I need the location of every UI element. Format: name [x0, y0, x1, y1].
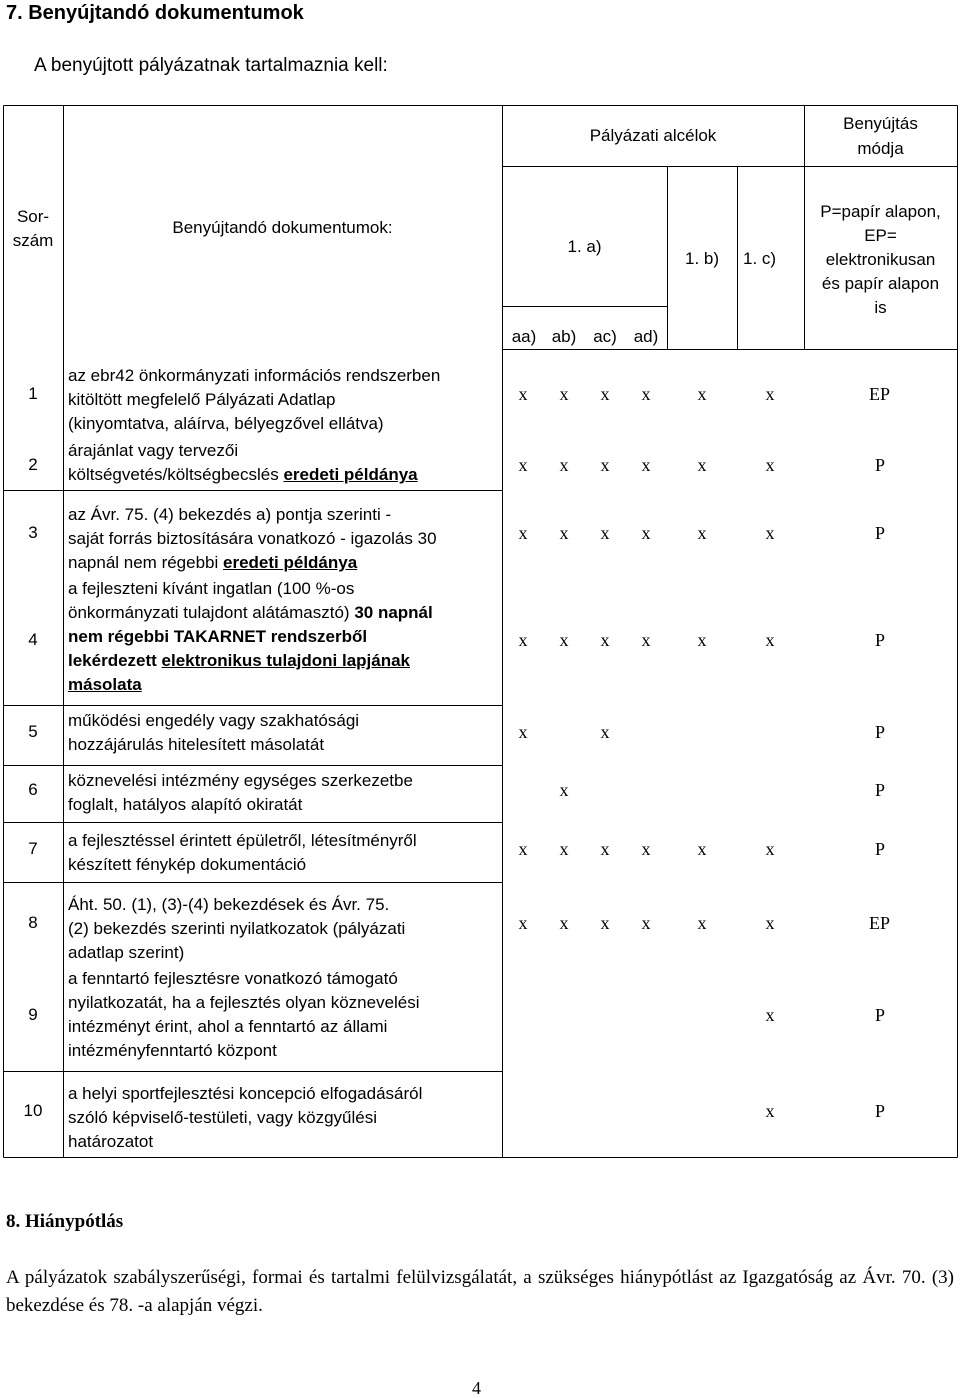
row-10-line1: a helyi sportfejlesztési koncepció elfogadásáról: [68, 1084, 423, 1103]
row-8-mark-ad: x: [641, 913, 651, 933]
row-7-line1: a fejlesztéssel érintett épületről, létesítményről: [68, 831, 417, 850]
row-9-line4: intézményfenntartó központ: [68, 1041, 277, 1060]
section-8-title: 8. Hiánypótlás: [6, 1211, 124, 1232]
row-3-number: 3: [28, 523, 38, 542]
header-sub-ad: ad): [633, 327, 659, 346]
row-3-line1: az Ávr. 75. (4) bekezdés a) pontja szerinti -: [68, 505, 392, 524]
row-9-number: 9: [28, 1005, 38, 1024]
header-col-1c: 1. c): [743, 249, 777, 268]
header-sub-ab: ab): [551, 327, 577, 346]
row-9-line1: a fenntartó fejlesztésre vonatkozó támogató: [68, 969, 398, 988]
header-col-1a: 1. a): [567, 237, 602, 256]
row-7-mark-ac: x: [600, 839, 610, 859]
header-mode-line4: és papír alapon: [821, 274, 940, 293]
row-2-mark-ac: x: [600, 455, 610, 475]
row-2-mark-ab: x: [559, 455, 569, 475]
row-2-number: 2: [28, 455, 38, 474]
row-9-line2: nyilatkozatát, ha a fejlesztés olyan köznevelési: [68, 993, 420, 1012]
row-4-line3: nem régebbi TAKARNET rendszerből: [68, 627, 368, 646]
row-6-number: 6: [28, 780, 38, 799]
row-10-number: 10: [23, 1101, 43, 1120]
row-7-mode: P: [875, 839, 886, 859]
row-4-mark-1c: x: [765, 630, 775, 650]
row-3-mark-ab: x: [559, 523, 569, 543]
header-mode-line1: P=papír alapon,: [820, 202, 941, 221]
row-4-mark-aa: x: [518, 630, 528, 650]
row-7-line2: készített fénykép dokumentáció: [68, 855, 307, 874]
header-alcelok: Pályázati alcélok: [589, 126, 717, 145]
row-8-mode: EP: [869, 913, 891, 933]
row-2-mark-ad: x: [641, 455, 651, 475]
row-1-mark-aa: x: [518, 384, 528, 404]
row-2-mark-1b: x: [697, 455, 707, 475]
row-5-mode: P: [875, 722, 886, 742]
row-4-bold-inline: 30 napnál: [354, 603, 433, 622]
header-sub-aa: aa): [511, 327, 537, 346]
page-number: 4: [472, 1378, 481, 1398]
row-2-mark-1c: x: [765, 455, 775, 475]
row-6-line2: foglalt, hatályos alapító okiratát: [68, 795, 303, 814]
row-2-emphasis: eredeti példánya: [283, 465, 418, 484]
row-6-mode: P: [875, 780, 886, 800]
row-2-line1: árajánlat vagy tervezői: [68, 441, 239, 460]
row-4-line2: önkormányzati tulajdont alátámasztó) 30 napnál: [68, 603, 433, 622]
row-1-line3: (kinyomtatva, aláírva, bélyegzővel ellátva): [68, 414, 384, 433]
row-3-mode: P: [875, 523, 886, 543]
row-7-mark-ad: x: [641, 839, 651, 859]
row-3-mark-1b: x: [697, 523, 707, 543]
row-10-line3: határozatot: [68, 1132, 154, 1151]
row-8-number: 8: [28, 913, 38, 932]
row-1-line2: kitöltött megfelelő Pályázati Adatlap: [68, 390, 336, 409]
row-5-mark-ac: x: [600, 722, 610, 742]
row-4-number: 4: [28, 630, 38, 649]
row-6-line1: köznevelési intézmény egységes szerkezetbe: [68, 771, 413, 790]
row-4-emphasis: elektronikus tulajdoni lapjának: [161, 651, 410, 670]
header-mode-line2: EP=: [864, 226, 897, 245]
row-8-mark-ac: x: [600, 913, 610, 933]
row-7-mark-aa: x: [518, 839, 528, 859]
row-4-mark-ab: x: [559, 630, 569, 650]
row-10-mark-1c: x: [765, 1101, 775, 1121]
header-sub-ac: ac): [593, 327, 617, 346]
row-4-line4: lekérdezett elektronikus tulajdoni lapjának: [68, 651, 410, 670]
row-3-emphasis: eredeti példánya: [223, 553, 358, 572]
row-9-line3: intézményt érint, ahol a fenntartó az állami: [68, 1017, 388, 1036]
header-sorszam-line2: szám: [12, 231, 54, 250]
row-1-mode: EP: [869, 384, 891, 404]
header-mode-line3: elektronikusan: [825, 250, 936, 269]
row-3-mark-1c: x: [765, 523, 775, 543]
row-5-line2: hozzájárulás hitelesített másolatát: [68, 735, 325, 754]
row-1-mark-1b: x: [697, 384, 707, 404]
row-2-mark-aa: x: [518, 455, 528, 475]
row-9-mode: P: [875, 1005, 886, 1025]
header-benyujtas-line1: Benyújtás: [843, 114, 918, 133]
row-7-mark-1b: x: [697, 839, 707, 859]
row-7-mark-ab: x: [559, 839, 569, 859]
row-4-mode: P: [875, 630, 886, 650]
row-1-mark-1c: x: [765, 384, 775, 404]
section-7-title: 7. Benyújtandó dokumentumok: [6, 2, 304, 24]
row-7-mark-1c: x: [765, 839, 775, 859]
row-7-number: 7: [28, 839, 38, 858]
row-10-line2: szóló képviselő-testületi, vagy közgyűlési: [68, 1108, 377, 1127]
row-4-mark-1b: x: [697, 630, 707, 650]
header-col-1b: 1. b): [684, 249, 720, 268]
row-8-line3: adatlap szerint): [68, 943, 185, 962]
row-1-mark-ab: x: [559, 384, 569, 404]
row-3-mark-ac: x: [600, 523, 610, 543]
row-8-mark-aa: x: [518, 913, 528, 933]
row-8-mark-1c: x: [765, 913, 775, 933]
row-1-number: 1: [28, 384, 38, 403]
header-mode-line5: is: [874, 298, 887, 317]
row-5-mark-aa: x: [518, 722, 528, 742]
row-1-line1: az ebr42 önkormányzati információs rendszerben: [68, 366, 441, 385]
header-documents: Benyújtandó dokumentumok:: [172, 218, 393, 237]
row-10-mode: P: [875, 1101, 886, 1121]
row-3-line3: napnál nem régebbi eredeti példánya: [68, 553, 358, 572]
row-4-mark-ad: x: [641, 630, 651, 650]
row-1-mark-ac: x: [600, 384, 610, 404]
row-4-line5: másolata: [68, 675, 142, 694]
row-2-mode: P: [875, 455, 886, 475]
row-5-number: 5: [28, 722, 38, 741]
row-6-mark-ab: x: [559, 780, 569, 800]
row-1-mark-ad: x: [641, 384, 651, 404]
row-3-mark-ad: x: [641, 523, 651, 543]
row-3-line2: saját forrás biztosítására vonatkozó - igazolás 30: [68, 529, 437, 548]
row-2-line2: költségvetés/költségbecslés eredeti példánya: [68, 465, 418, 484]
row-8-line1: Áht. 50. (1), (3)-(4) bekezdések és Ávr. 75.: [68, 895, 390, 914]
row-4-mark-ac: x: [600, 630, 610, 650]
section-8-paragraph: A pályázatok szabályszerűségi, formai és tartalmi felülvizsgálatát, a szükséges hiánypótlást az Igazgatóság az Ávr. 70. (3) bekezdése és 78. -a alapján végzi.: [6, 1267, 954, 1316]
row-4-line1: a fejleszteni kívánt ingatlan (100 %-os: [68, 579, 355, 598]
row-8-mark-1b: x: [697, 913, 707, 933]
section-7-intro: A benyújtott pályázatnak tartalmaznia kell:: [34, 55, 388, 76]
row-8-line2: (2) bekezdés szerinti nyilatkozatok (pályázati: [68, 919, 406, 938]
header-benyujtas-line2: módja: [857, 139, 904, 158]
row-3-mark-aa: x: [518, 523, 528, 543]
row-9-mark-1c: x: [765, 1005, 775, 1025]
row-5-line1: működési engedély vagy szakhatósági: [68, 711, 360, 730]
header-sorszam-line1: Sor-: [16, 207, 50, 226]
row-8-mark-ab: x: [559, 913, 569, 933]
